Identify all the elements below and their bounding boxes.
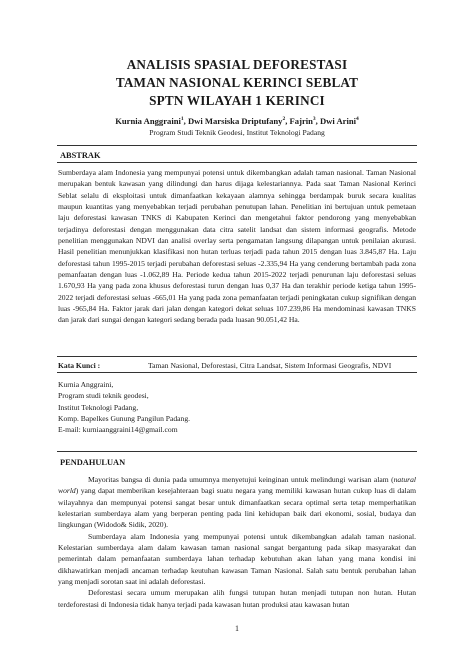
contact-line: E-mail: kurniaanggraini14@gmail.com <box>58 425 178 435</box>
intro-heading: PENDAHULUAN <box>60 458 126 467</box>
divider <box>57 356 417 357</box>
author-sup: 3 <box>312 116 316 123</box>
contact-block <box>58 379 190 435</box>
page-number: 1 <box>235 624 239 633</box>
author-name: Fajrin <box>289 116 313 126</box>
contact-line: Program studi teknik geodesi, <box>58 391 149 401</box>
intro-body <box>58 474 416 610</box>
abstract-text: Sumberdaya alam Indonesia yang mempunyai potensi untuk dikembangkan adalah taman nasional. Taman Nasional merupakan bentuk kawasan yang dilindungi dan harus dijaga kelestariannya. Pada saat Taman Nasional Kerinci Seblat selalu di eksploitasi untuk dimanfaatkan kekayaan alamnya sehingga berdampak buruk secara kualitas maupun kuantitas yang menyebabkan terjadi perubahan penutupan lahan. Penelitian ini bertujuan untuk pemetaan laju deforestasi kawasan TNKS di Kabupaten Kerinci dan mengetahui faktor pendorong yang menyebabkan terjadinya deforestasi dengan menggunakan data citra satelit landsat dan sistem informasi geografis. Metode penelitian menggunakan NDVI dan analisi overlay serta pengamatan langsung dilapangan untuk penilaian akurasi. Hasil penelitian menunjukkan klasifikasi non hutan terluas terjadi pada tahun 2015 dengan luas 3.845,87 Ha. Laju deforestasi tahun 1995-2015 terjadi perubahan deforestasi seluas -2.335,94 Ha yang cenderung bertambah pada zona pemanfaatan dengan luas -1.062,89 Ha. Periode kedua tahun 2015-2022 terjadi penurunan laju deforestasi seluas 1.670,93 Ha yang pada zona khusus deforestasi turun dengan luas 0,37 Ha dan terakhir periode ketiga tahun 1995-2022 terjadi deforestasi seluas -665,01 Ha yang pada zona pemanfaatan terjadi peningkatan cukup signifikan dengan luas -965,84 Ha. Faktor jarak dari jalan dengan kategori dekat seluas 107.239,86 Ha mendominasi kawasan TNKS dan jarak dari sungai dengan kategori sedang berada pada luasan 90.051,42 Ha. <box>58 168 416 325</box>
abstract-heading: ABSTRAK <box>60 151 101 160</box>
title-line-1: ANALISIS SPASIAL DEFORESTASI <box>126 57 348 72</box>
intro-paragraph: Sumberdaya alam Indonesia yang mempunyai potensi untuk dikembangkan adalah taman nasional. Kelestarian sumberdaya alam dalam kawasan taman nasional sangat bergantung pada sikap masyarakat dan pemerintah dalam pemanfaatan sumberdaya lahan terhadap kebutuhan akan lahan yang mana kondisi ini dikhawatirkan menjadi ancaman terhadap keutuhan kawasan Taman Nasional. Salah satu bentuk perubahan lahan yang menjadi sorotan saat ini adalah deforestasi. <box>58 531 416 587</box>
author-list: Kurnia Anggraini$^1$, Dwi Marsiska Driptufany$^2$, Fajrin$^3$, Dwi Arini$^4$ <box>115 116 359 126</box>
author-name: Kurnia Anggraini <box>115 116 181 126</box>
keywords-label: Kata Kunci : <box>58 361 101 370</box>
contact-line: Institut Teknologi Padang, <box>58 402 139 412</box>
divider <box>57 145 417 146</box>
contact-line: Kurnia Anggraini, <box>58 380 114 389</box>
author-sup: 2 <box>282 116 286 123</box>
author-sup: 4 <box>356 116 359 123</box>
contact-line: Komp. Bapelkes Gunung Pangilun Padang. <box>58 413 191 423</box>
author-name: Dwi Arini <box>319 116 357 126</box>
intro-paragraph: Mayoritas bangsa di dunia pada umumnya menyetujui keinginan untuk melindungi warisan alam (natural world) yang dapat memberikan kesejahteraan bagi suatu negara yang memiliki kawasan hutan cukup luas di dalam wilayahnya dan mempunyai potensi sangat besar untuk dimanfaatkan secara optimal serta tetap memperhatikan kelestarian sumberdaya alam yang berperan penting pada lini kehidupan baik dari ekonomi, sosial, budaya dan lingkungan (Widodo& Sidik, 2020). <box>58 475 416 530</box>
title-line-3: SPTN WILAYAH 1 KERINCI <box>149 93 325 108</box>
divider <box>57 162 417 163</box>
divider <box>57 372 417 373</box>
title-line-2: TAMAN NASIONAL KERINCI SEBLAT <box>115 75 359 90</box>
keywords-text: Taman Nasional, Deforestasi, Citra Landsat, Sistem Informasi Geografis, NDVI <box>148 361 392 370</box>
affiliation: Program Studi Teknik Geodesi, Institut Teknologi Padang <box>149 128 325 137</box>
author-name: Dwi Marsiska Driptufany <box>187 116 283 126</box>
intro-paragraph: Deforestasi secara umum merupakan alih fungsi tutupan hutan menjadi tutupan non hutan. Hutan terdeforestasi di Indonesia tidak hanya terjadi pada kawasan hutan produksi atau kawasan hutan <box>58 588 416 609</box>
divider <box>57 451 417 452</box>
author-sup: 1 <box>180 116 184 123</box>
keywords-row <box>58 361 418 370</box>
